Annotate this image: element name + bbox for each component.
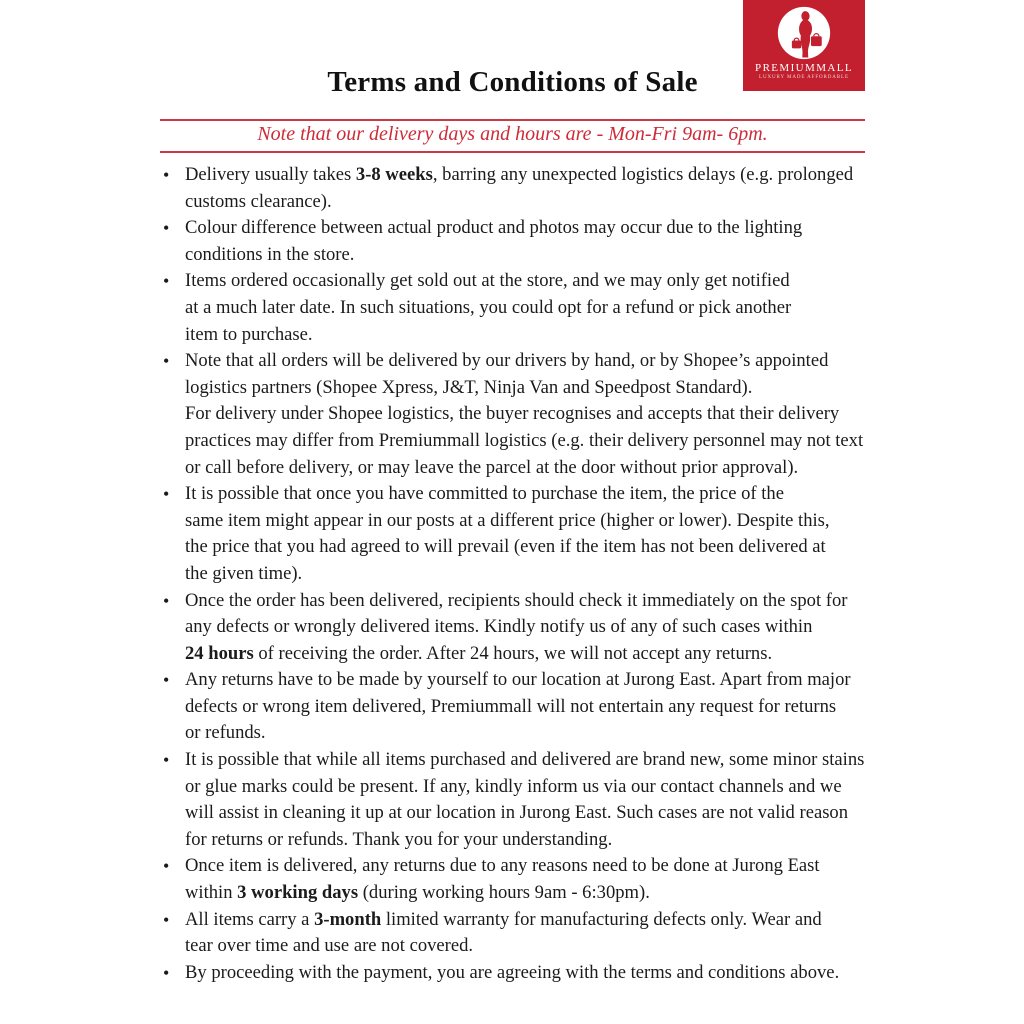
delivery-note: Note that our delivery days and hours are - Mon-Fri 9am- 6pm.: [257, 123, 768, 145]
term-text: or refunds.: [185, 722, 266, 744]
term-text: the given time).: [185, 562, 303, 584]
term-line: [185, 189, 880, 216]
term-line: [185, 667, 880, 694]
term-text: for returns or refunds. Thank you for your understanding.: [185, 828, 613, 850]
divider-top: [160, 119, 865, 121]
term-text: logistics partners (Shopee Xpress, J&T, Ninja Van and Speedpost Standard).: [185, 376, 753, 398]
divider-bottom: [160, 151, 865, 153]
term-line: [185, 827, 880, 854]
term-item: [160, 162, 880, 215]
term-text: within: [185, 882, 238, 904]
term-text: or glue marks could be present. If any, kindly inform us via our contact channels and we: [185, 775, 842, 797]
bullet-glyph: •: [163, 909, 170, 930]
term-line: [185, 853, 880, 880]
term-text-bold: 3-8 weeks: [355, 164, 433, 185]
bullet-glyph: •: [163, 271, 170, 292]
term-item: [160, 215, 880, 268]
term-item: [160, 907, 880, 960]
term-line: [185, 747, 880, 774]
term-text: By proceeding with the payment, you are agreeing with the terms and conditions above.: [185, 961, 840, 983]
term-text: All items carry a: [185, 908, 315, 930]
term-line: [185, 295, 880, 322]
term-text: It is possible that while all items purchased and delivered are brand new, some minor stains: [185, 749, 865, 771]
page-title: Terms and Conditions of Sale: [327, 66, 698, 98]
term-line: [185, 933, 880, 960]
term-text: Any returns have to be made by yourself to our location at Jurong East. Apart from major: [185, 669, 851, 691]
term-line: [185, 774, 880, 801]
term-text-bold: 24 hours: [185, 642, 254, 664]
term-line: [185, 907, 880, 934]
term-line: [185, 375, 880, 402]
term-text: item to purchase.: [185, 323, 313, 345]
term-text: Colour difference between actual product and photos may occur due to the lighting: [185, 217, 803, 239]
term-line: [185, 455, 880, 482]
term-line: [185, 268, 880, 295]
bullet-glyph: •: [163, 750, 170, 771]
term-item: [160, 747, 880, 853]
term-text: tear over time and use are not covered.: [185, 935, 474, 957]
term-line: [185, 162, 880, 189]
term-text: , barring any unexpected logistics delays (e.g. prolonged: [432, 164, 854, 185]
term-text: (during working hours 9am - 6:30pm).: [358, 882, 650, 904]
term-line: [185, 401, 880, 428]
term-text: defects or wrong item delivered, Premiummall will not entertain any request for returns: [185, 695, 837, 717]
bullet-glyph: •: [163, 962, 170, 983]
term-text: the price that you had agreed to will prevail (even if the item has not been delivered at: [185, 536, 826, 558]
terms-list: [160, 162, 880, 986]
term-text: limited warranty for manufacturing defects only. Wear and: [381, 908, 822, 930]
term-text: any defects or wrongly delivered items. Kindly notify us of any of such cases within: [185, 616, 813, 638]
term-line: [185, 960, 880, 987]
term-text: will assist in cleaning it up at our location in Jurong East. Such cases are not valid reason: [185, 802, 849, 824]
term-line: [185, 588, 880, 615]
term-item: [160, 348, 880, 481]
term-item: [160, 960, 880, 987]
bullet-glyph: •: [163, 670, 170, 691]
term-text-bold: 3-month: [314, 908, 382, 930]
term-text: Note that all orders will be delivered by our drivers by hand, or by Shopee’s appointed: [185, 350, 829, 372]
term-item: [160, 481, 880, 587]
term-line: [185, 242, 880, 269]
term-line: [185, 694, 880, 721]
shopper-silhouette-icon: [776, 5, 832, 61]
term-text: Once the order has been delivered, recipients should check it immediately on the spot for: [185, 589, 848, 611]
brand-name: PREMIUMMALL: [755, 62, 853, 74]
term-text-bold: 3 working days: [237, 882, 359, 904]
bullet-glyph: •: [163, 484, 170, 505]
term-text: Items ordered occasionally get sold out at the store, and we may only get notified: [185, 270, 790, 292]
term-item: [160, 268, 880, 348]
term-text: at a much later date. In such situations, you could opt for a refund or pick another: [185, 296, 792, 318]
bullet-glyph: •: [163, 218, 170, 239]
term-line: [185, 800, 880, 827]
term-line: [185, 428, 880, 455]
term-line: [185, 720, 880, 747]
term-text: It is possible that once you have committed to purchase the item, the price of the: [185, 483, 784, 505]
term-text: same item might appear in our posts at a different price (higher or lower). Despite this,: [185, 509, 830, 531]
term-text: or call before delivery, or may leave the parcel at the door without prior approval).: [185, 456, 799, 478]
bullet-glyph: •: [163, 590, 170, 611]
term-item: [160, 588, 880, 668]
term-text: Delivery usually takes: [185, 164, 356, 185]
term-line: [185, 508, 880, 535]
term-line: [185, 322, 880, 349]
term-line: [185, 641, 880, 668]
bullet-glyph: •: [163, 165, 170, 185]
term-line: [185, 614, 880, 641]
term-line: [185, 880, 880, 907]
term-line: [185, 481, 880, 508]
term-line: [185, 534, 880, 561]
term-item: [160, 667, 880, 747]
term-line: [185, 561, 880, 588]
term-text: For delivery under Shopee logistics, the buyer recognises and accepts that their delivery: [185, 403, 840, 425]
term-text: practices may differ from Premiummall logistics (e.g. their delivery personnel may not text: [185, 429, 864, 451]
term-text: Once item is delivered, any returns due to any reasons need to be done at Jurong East: [185, 855, 820, 877]
term-line: [185, 348, 880, 375]
bullet-glyph: •: [163, 351, 170, 372]
term-text: conditions in the store.: [185, 243, 355, 265]
term-item: [160, 853, 880, 906]
term-text: customs clearance).: [185, 190, 332, 212]
bullet-glyph: •: [163, 856, 170, 877]
brand-tagline: LUXURY MADE AFFORDABLE: [759, 75, 849, 80]
term-line: [185, 215, 880, 242]
term-text: of receiving the order. After 24 hours, we will not accept any returns.: [253, 642, 773, 664]
